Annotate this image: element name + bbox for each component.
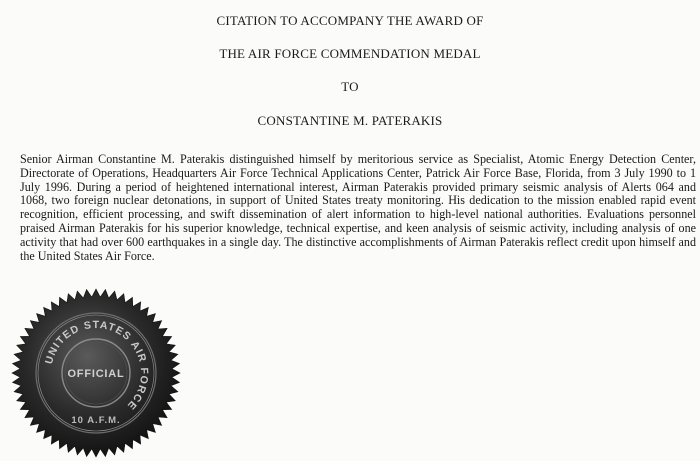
citation-heading-to: TO bbox=[341, 79, 359, 94]
citation-heading-line-2: THE AIR FORCE COMMENDATION MEDAL bbox=[219, 46, 481, 61]
official-seal-icon bbox=[8, 286, 184, 460]
citation-body-text: Senior Airman Constantine M. Paterakis distinguished himself by meritorious service as Specialist, Atomic Energy Detection Center, Directorate of Operations, Headquarters Air Force Technical Applications Center, Patrick Air Force Base, Florida, from 3 July 1990 to 1 July 1996. During a period of heightened international interest, Airman Paterakis provided primary seismic analysis of Alerts 064 and 1068, two foreign nuclear detonations, in support of United States treaty monitoring. His dedication to the mission enabled rapid event recognition, efficient processing, and swift dissemination of alert information to high-level national authorities. Evaluations personnel praised Airman Paterakis for his superior knowledge, technical expertise, and keen analysis of seismic activity, including analysis of one activity that had over 600 earthquakes in a single day. The distinctive accomplishments of Airman Paterakis reflect credit upon himself and the United States Air Force. bbox=[20, 152, 696, 263]
seal-ring-text: UNITED STATES AIR FORCE bbox=[42, 318, 151, 413]
seal-center-text: OFFICIAL bbox=[67, 368, 125, 380]
citation-heading-line-1: CITATION TO ACCOMPANY THE AWARD OF bbox=[216, 13, 484, 28]
seal-bottom-text: 10 A.F.M. bbox=[71, 415, 121, 426]
recipient-name: CONSTANTINE M. PATERAKIS bbox=[257, 113, 443, 128]
